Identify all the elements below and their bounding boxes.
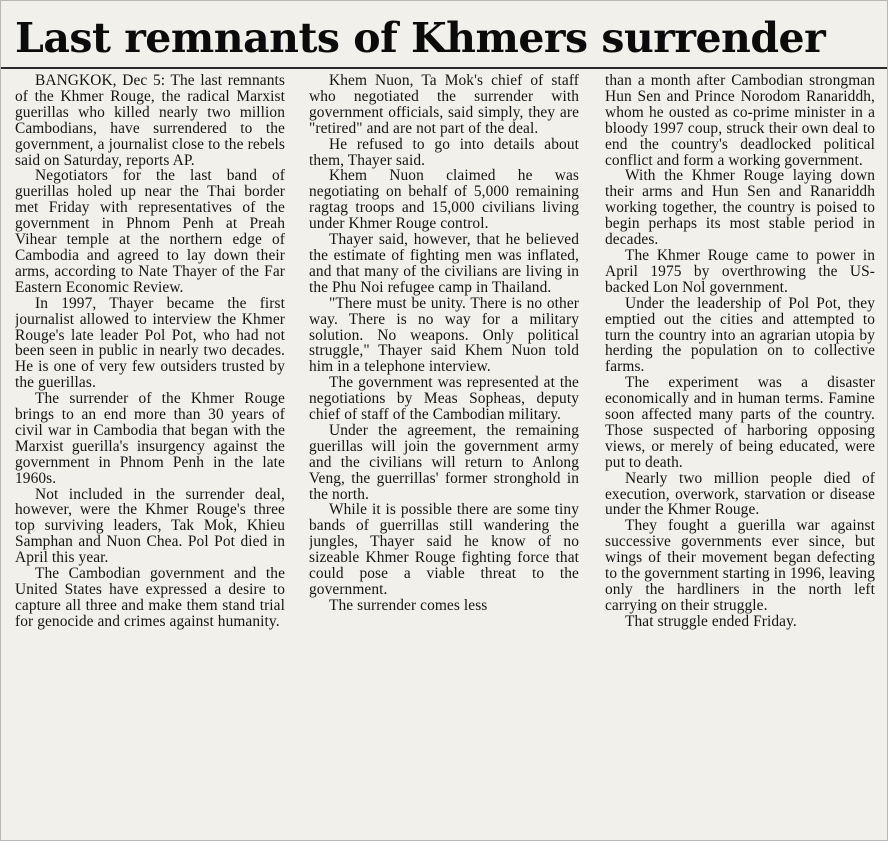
paragraph: The surrender comes less xyxy=(329,596,488,614)
article-column-3 xyxy=(605,73,875,835)
paragraph: Under the agreement, the remaining guerillas will join the government army and the civilians will return to Anlong Veng, the guerrillas' former stronghold in the north. xyxy=(309,421,579,503)
paragraph: While it is possible there are some tiny bands of guerrillas still wandering the jungles, Thayer said he know of no sizeable Khmer Rouge fighting force that could pose a viable threat to the government. xyxy=(309,501,579,598)
paragraph: The surrender of the Khmer Rouge brings to an end more than 30 years of civil war in Cambodia that began with the Marxist guerilla's insurgency against the government in Phnom Penh in the late 1960s. xyxy=(15,390,285,487)
article-column-2 xyxy=(309,73,579,835)
article-column-1 xyxy=(15,73,285,835)
headline: Last remnants of Khmers surrender xyxy=(15,14,826,62)
paragraph: Nearly two million people died of execution, overwork, starvation or disease under the Khmer Rouge. xyxy=(605,469,875,519)
paragraph: That struggle ended Friday. xyxy=(625,612,797,630)
paragraph: Negotiators for the last band of guerillas holed up near the Thai border met Friday with representatives of the government in Phnom Penh at Preah Vihear temple at the northern edge of Cambodia and agreed to lay down their arms, according to Nate Thayer of the Far Eastern Economic Review. xyxy=(15,167,285,296)
headline-rule xyxy=(1,67,887,69)
paragraph: The experiment was a disaster economically and in human terms. Famine soon affected many parts of the country. Those suspected of harboring opposing views, or merely of being educated, were put to death. xyxy=(605,374,875,471)
paragraph: With the Khmer Rouge laying down their arms and Hun Sen and Ranariddh working together, the country is poised to begin perhaps its most stable period in decades. xyxy=(605,167,875,249)
paragraph: The Khmer Rouge came to power in April 1975 by overthrowing the US-backed Lon Nol government. xyxy=(605,246,875,296)
paragraph: than a month after Cambodian strongman Hun Sen and Prince Norodom Ranariddh, whom he ousted as co-prime minister in a bloody 1997 coup, struck their own deal to end the country's deadlocked political conflict and form a working government. xyxy=(605,73,875,169)
paragraph: In 1997, Thayer became the first journalist allowed to interview the Khmer Rouge's late leader Pol Pot, who had not been seen in public in nearly two decades. He is one of very few outsiders trusted by the guerillas. xyxy=(15,294,285,392)
paragraph: The government was represented at the negotiations by Meas Sopheas, deputy chief of staff of the Cambodian military. xyxy=(309,374,579,424)
paragraph: Khem Nuon claimed he was negotiating on behalf of 5,000 remaining ragtag troops and 15,000 civilians living under Khmer Rouge control. xyxy=(309,167,579,233)
paragraph: "There must be unity. There is no other way. There is no way for a military solution. No weapons. Only political struggle," Thayer said Khem Nuon told him in a telephone interview. xyxy=(309,294,579,376)
paragraph: The Cambodian government and the United States have expressed a desire to capture all three and make them stand trial for genocide and crimes against humanity. xyxy=(15,565,285,630)
paragraph: He refused to go into details about them, Thayer said. xyxy=(309,135,579,169)
paragraph: BANGKOK, Dec 5: The last remnants of the Khmer Rouge, the radical Marxist guerillas who killed nearly two million Cambodians, have surrendered to the government, a journalist close to the rebels said on Saturday, reports AP. xyxy=(15,73,285,169)
paragraph: They fought a guerilla war against successive governments ever since, but wings of their movement began defecting to the government starting in 1996, leaving only the hardliners in the north left carrying on their struggle. xyxy=(605,517,875,614)
paragraph: Khem Nuon, Ta Mok's chief of staff who negotiated the surrender with government officials, said simply, they are "retired" and are not part of the deal. xyxy=(309,73,579,137)
paragraph: Not included in the surrender deal, however, were the Khmer Rouge's three top surviving leaders, Tak Mok, Khieu Samphan and Nuon Chea. Pol Pot died in April this year. xyxy=(15,485,285,567)
paragraph: Thayer said, however, that he believed the estimate of fighting men was inflated, and that many of the civilians are living in the Phu Noi refugee camp in Thailand. xyxy=(309,231,579,296)
paragraph: Under the leadership of Pol Pot, they emptied out the cities and attempted to turn the country into an agrarian utopia by herding the population on to collective farms. xyxy=(605,294,875,376)
